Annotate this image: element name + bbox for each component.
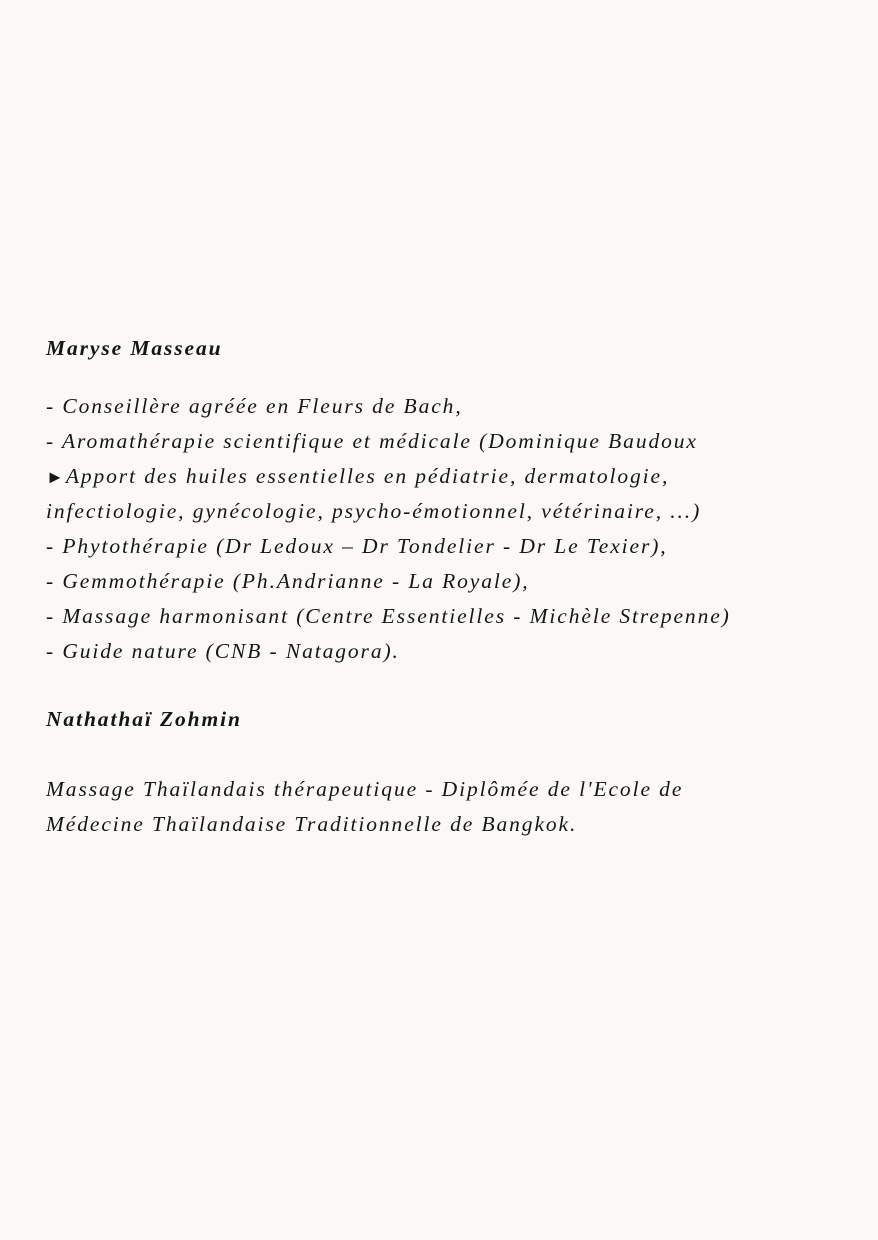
qualification-line: - Conseillère agréée en Fleurs de Bach, [46,394,463,418]
person-name-nathathai: Nathathaï Zohmin [46,707,242,732]
qualification-line: - Gemmothérapie (Ph.Andrianne - La Royale), [46,568,530,593]
qualifications-list-maryse [46,389,866,668]
qualification-line: - Massage harmonisant (Centre Essentielles - Michèle Strepenne) [46,603,731,628]
qualification-line: infectiologie, gynécologie, psycho-émotionnel, vétérinaire, ...) [46,499,702,524]
person-name-maryse: Maryse Masseau [46,336,223,360]
qualification-line: - Phytothérapie (Dr Ledoux – Dr Tondelier - Dr Le Texier), [46,534,668,559]
qualification-line: Médecine Thaïlandaise Traditionnelle de Bangkok. [46,812,578,837]
qualifications-list-nathathai [46,772,866,842]
qualification-subline [46,459,866,495]
qualification-line: - Guide nature (CNB - Natagora). [46,638,400,663]
qualification-subline-text: Apport des huiles essentielles en pédiatrie, dermatologie, [65,463,670,488]
qualification-line: Massage Thaïlandais thérapeutique - Diplômée de l'Ecole de [46,777,684,802]
qualification-line: - Aromathérapie scientifique et médicale (Dominique Baudoux [46,428,698,453]
document-content [46,333,866,842]
arrow-right-icon: ► [46,466,64,487]
